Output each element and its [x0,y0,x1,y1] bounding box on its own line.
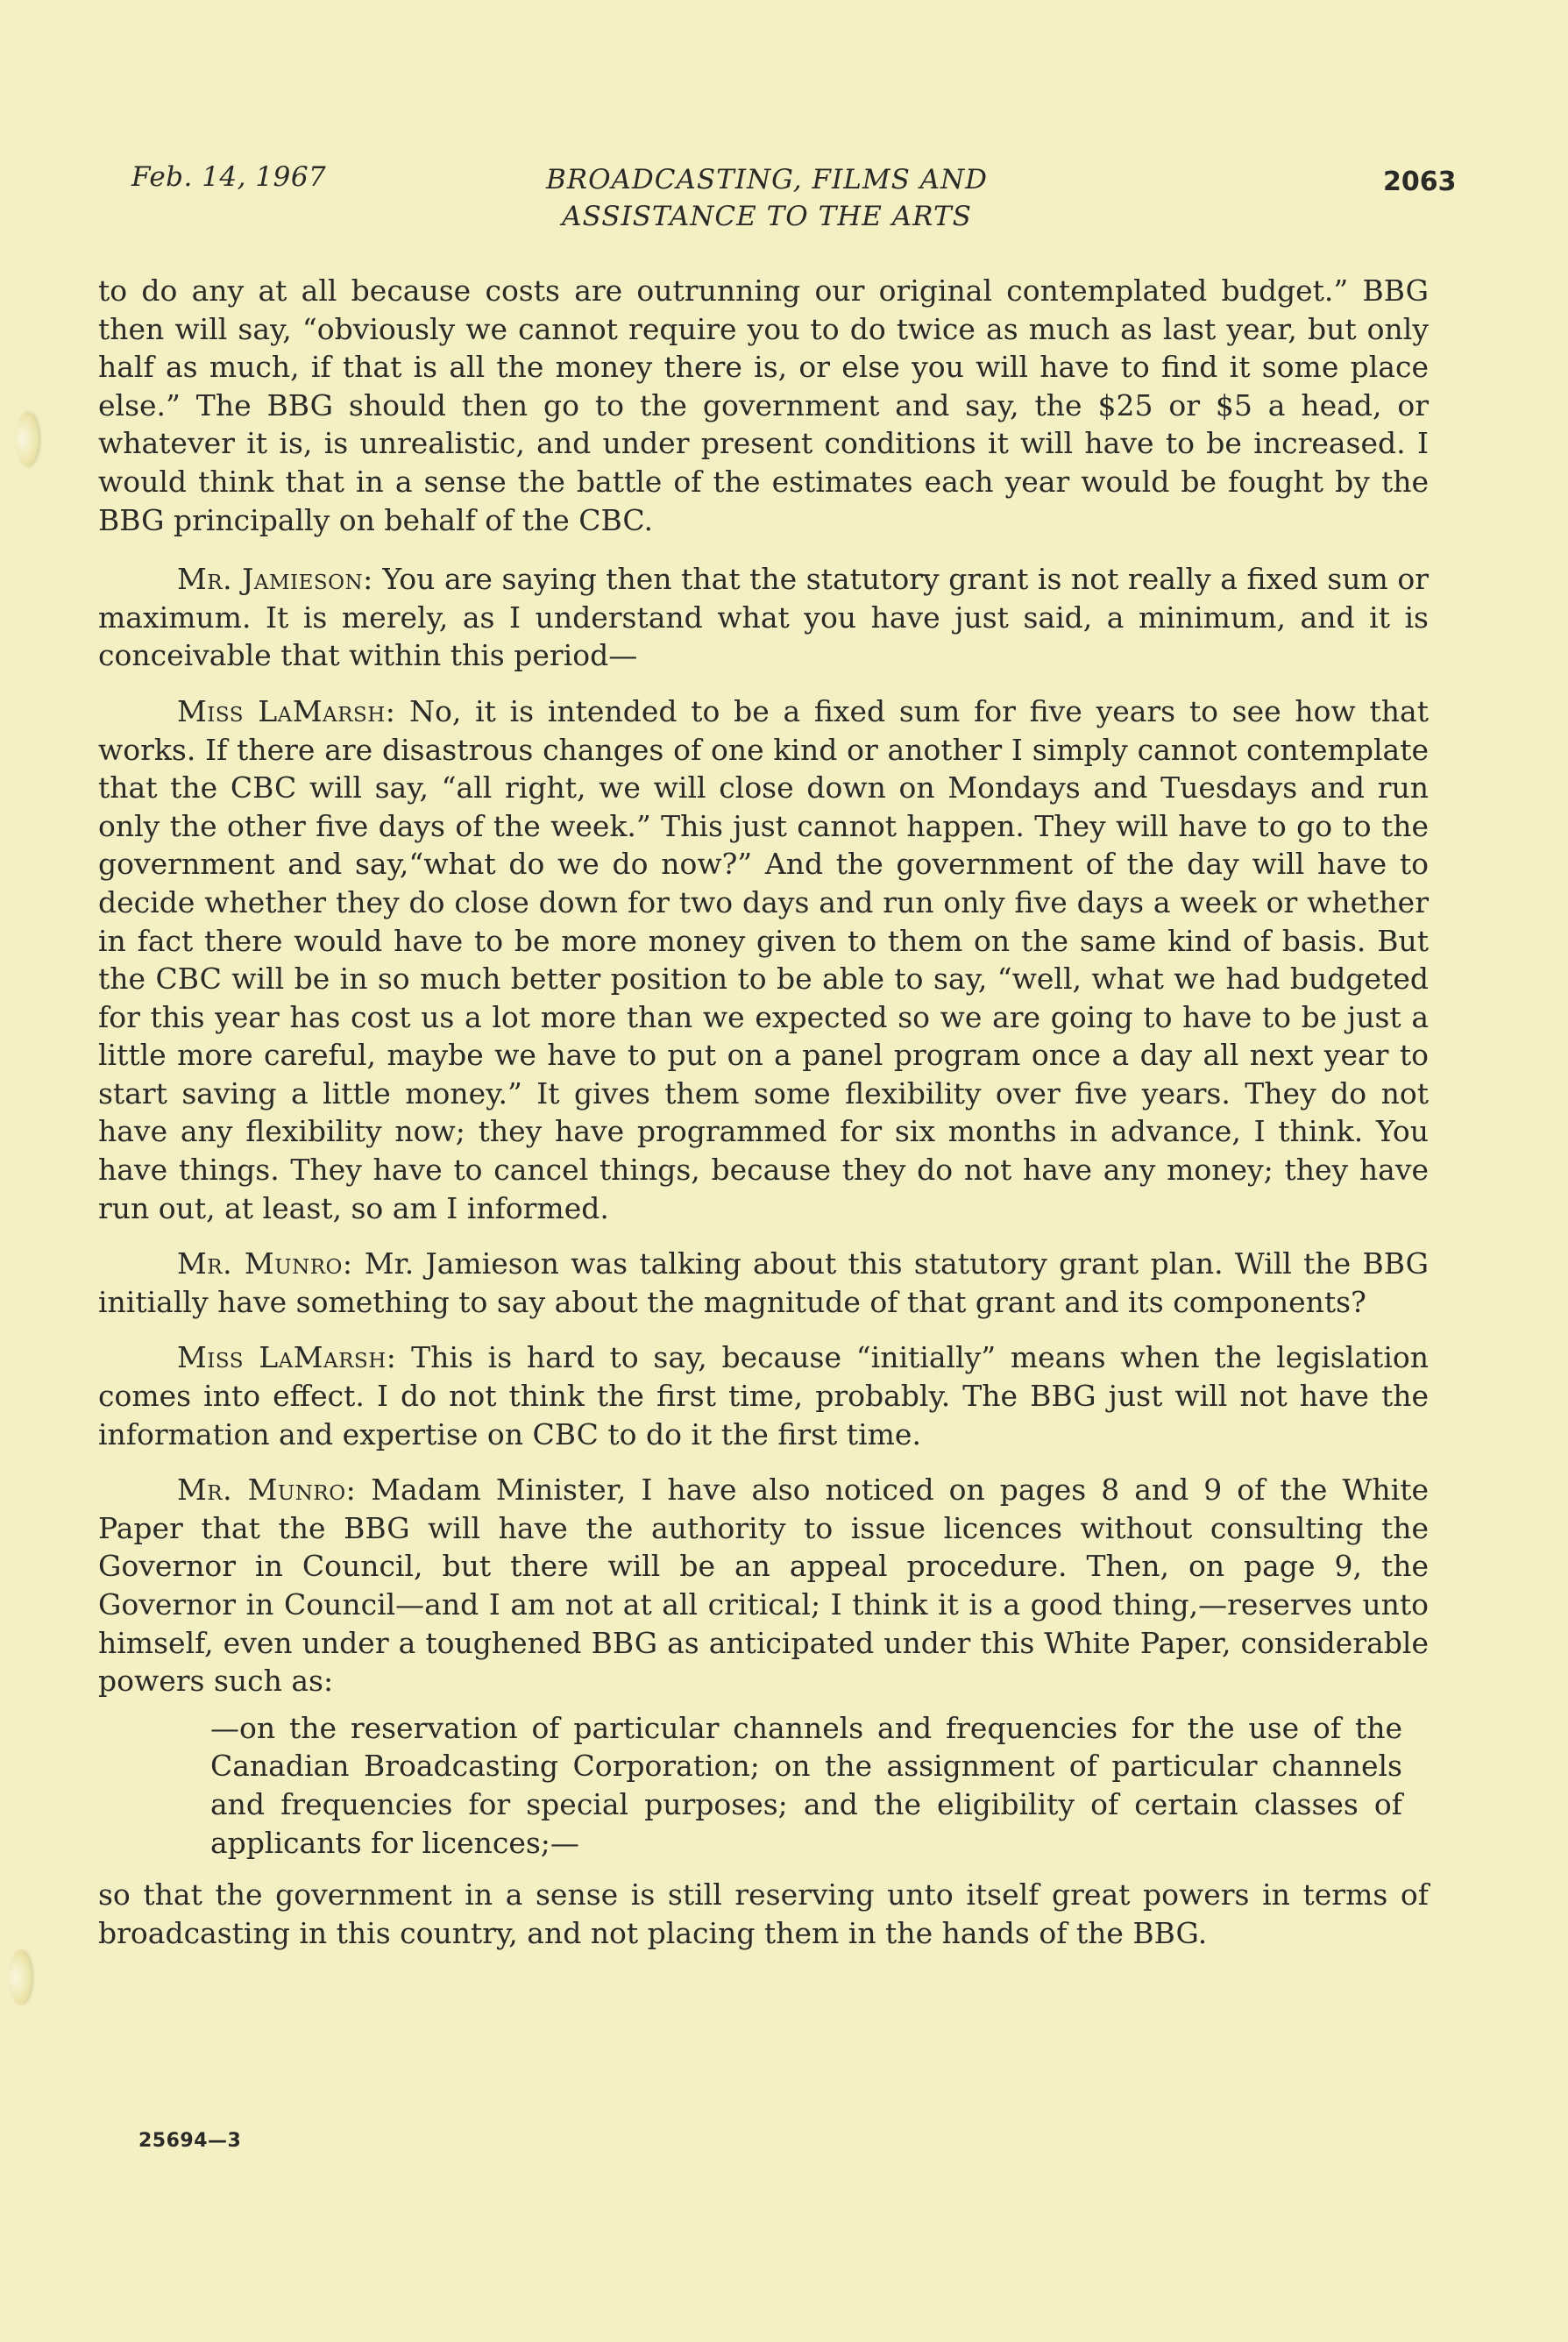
paragraph-lamarsh [98,1338,1429,1453]
paragraph-text: so that the government in a sense is still reserving unto itself great powers in terms of broadcasting in this country, and not placing them in the hands of the BBG. [98,1877,1429,1950]
body-text [98,272,1429,1969]
speaker-name: Mr. Jamieson: [177,562,373,597]
paragraph-lamarsh [98,692,1429,1227]
punch-hole-mark [16,412,39,466]
paragraph-text: Madam Minister, I have also noticed on pages 8 and 9 of the White Paper that the BBG will have the authority to issue licences without consulting the Governor in Council, but there will be an appeal procedure. Then, on page 9, the Governor in Council—and I am not at all critical; I think it is a good thing,—reserves unto himself, even under a toughened BBG as anticipated under this White Paper, considerable powers such as: [98,1473,1429,1699]
running-title-line-1: BROADCASTING, FILMS AND [545,164,989,195]
speaker-name: Miss LaMarsh: [177,1340,397,1375]
paragraph-text: No, it is intended to be a fixed sum for five years to see how that works. If there are disastrous changes of one kind or another I simply cannot contemplate that the CBC will say, “all right, we will close down on Mondays and Tuesdays and run only the other five days of the week.” This just cannot happen. They will have to go to the government and say,“what do we do now?” And the government of the day will have to decide whether they do close down for two days and run only five days a week or whether in fact there would have to be more money given to them on the same kind of basis. But the CBC will be in so much better position to be able to say, “well, what we had budgeted for this year has cost us a lot more than we expected so we are going to have to be just a little more careful, maybe we have to put on a panel program once a day all next year to start saving a little money.” It gives them some flexibility over five years. They do not have any flexibility now; they have programmed for six months in advance, I think. You have things. They have to cancel things, because they do not have any money; they have run out, at least, so am I informed. [98,693,1429,1225]
speaker-name: Mr. Munro: [177,1473,357,1508]
paragraph-text: Mr. Jamieson was talking about this statutory grant plan. Will the BBG initially have something to say about the magnitude of that grant and its components? [98,1246,1429,1319]
paragraph-conclusion [98,1876,1429,1952]
signature-code: 25694—3 [138,2130,242,2152]
paragraph-text: This is hard to say, because “initially” means when the legislation comes into effect. I do not think the first time, probably. The BBG just will not have the information and expertise on CBC to do it the first time. [98,1340,1429,1451]
speaker-name: Mr. Munro: [177,1246,353,1281]
block-quote [210,1709,1402,1862]
running-title [486,161,1047,235]
quote-text: —on the reservation of particular channels and frequencies for the use of the Canadian Broadcasting Corporation; on the assignment of particular channels and frequencies for special purposes; and the eligibility of certain classes of applicants for licences;— [210,1710,1402,1860]
paragraph-munro [98,1245,1429,1321]
speaker-name: Miss LaMarsh: [177,693,396,728]
paragraph-munro [98,1471,1429,1700]
paragraph-text: You are saying then that the statutory grant is not really a fixed sum or maximum. It is merely, as I understand what you have just said, a minimum, and it is conceivable that within this period— [98,562,1429,673]
running-title-line-2: ASSISTANCE TO THE ARTS [562,201,972,232]
paragraph-text: to do any at all because costs are outrunning our original contemplated budget.” BBG then will say, “obviously we cannot require you to do twice as much as last year, but only half as much, if that is all the money there is, or else you will have to find it some place else.” The BBG should then go to the government and say, the $25 or $5 a head, or whatever it is, is unrealistic, and under present conditions it will have to be increased. I would think that in a sense the battle of the estimates each year would be fought by the BBG principally on behalf of the CBC. [98,273,1429,537]
paragraph-jamieson [98,560,1429,675]
paragraph-continuation [98,272,1429,539]
punch-hole-mark [9,1950,32,2005]
header-date: Feb. 14, 1967 [131,161,327,193]
page-number: 2063 [1383,167,1457,197]
